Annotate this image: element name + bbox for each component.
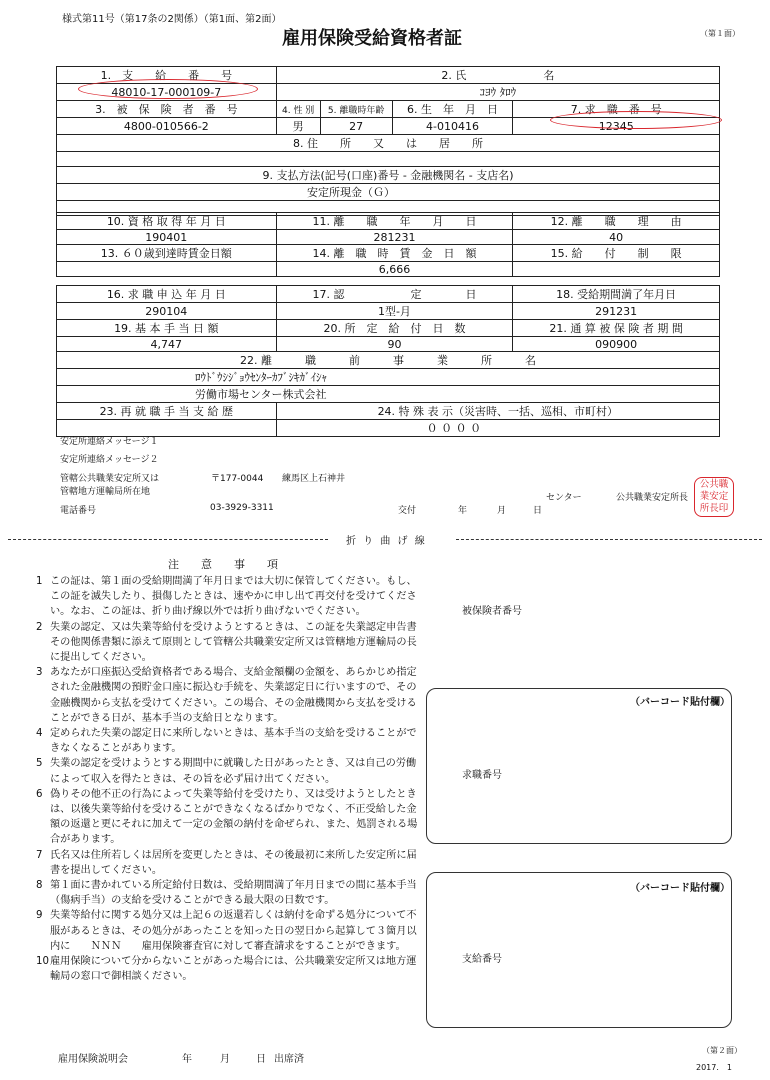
note-item: 9 失業等給付に関する処分又は上記６の返還若しくは納付を命ずる処分について不服があるときは、その処分があったことを知った日の翌日から起算して３箇月以内に ＮＮＮ 雇用保険審査官に対して審査請求をすることができます。 (36, 910, 417, 952)
note-item: 4 定められた失業の認定日に来所しないときは、基本手当の支給を受けることができなくなることがあります。 (36, 728, 417, 755)
seminar-label: 雇用保険説明会 (58, 1054, 128, 1065)
header-previous-employer: 22. 離 職 前 事 業 所 名 (57, 352, 720, 369)
notes-list (36, 574, 420, 984)
header-benefit-restriction: 15. 給 付 制 限 (513, 245, 720, 262)
header-special-display: 24. 特 殊 表 示（災害時、一括、巡相、市町村） (276, 403, 719, 420)
wage-at-60 (57, 262, 277, 277)
insured-period: 090900 (513, 337, 720, 352)
insured-number-label: 被保険者番号 (462, 606, 522, 617)
header-separation-date: 11. 離 職 年 月 日 (276, 213, 513, 230)
grid-benefits (56, 285, 720, 437)
document-title: 雇用保険受給資格者証 (282, 28, 462, 49)
header-acquisition-date: 10. 資 格 取 得 年 月 日 (57, 213, 277, 230)
benefit-days: 90 (276, 337, 513, 352)
header-application-date: 16. 求 職 申 込 年 月 日 (57, 286, 277, 303)
header-payment-method: 9. 支払方法(記号(口座)番号 - 金融機関名 - 支店名) (57, 167, 720, 184)
benefit-restriction (513, 262, 720, 277)
attended-label: 出席済 (274, 1054, 304, 1065)
special-display: ０ ０ ０ ０ (276, 420, 719, 437)
separation-reason: 40 (513, 230, 720, 245)
fold-line-label: 折 り 曲 げ 線 (346, 536, 427, 547)
phone-label: 電話番号 (60, 506, 97, 516)
office-message-1: 安定所連絡メッセージ１ (60, 437, 159, 447)
form-number: 様式第11号（第17条の2関係）（第1面、第2面） (62, 14, 282, 25)
daily-wage: 6,666 (276, 262, 513, 277)
header-expiry-date: 18. 受給期間満了年月日 (513, 286, 720, 303)
page-2-tag: （第２面） (702, 1046, 742, 1055)
header-name: 2. 氏 名 (276, 67, 719, 84)
previous-employer-kana: ﾛｳﾄﾞｳｼｼﾞｮｳｾﾝﾀｰｶﾌﾞｼｷｶﾞｲｼｬ (57, 369, 720, 386)
office-address-label-2: 管轄地方運輸局所在地 (60, 487, 151, 497)
note-item: 3 あなたが口座振込受給資格者である場合、支給金額欄の金額を、あらかじめ指定された金融機関の預貯金口座に振込む手続を、失業認定日に行いますので、その金融機関から支払を受けてください。この場合、その金融機関から支払を受けることができる日が、基本手当の支給日となります。 (36, 667, 417, 724)
payment-method: 安定所現金（Ｇ） (57, 184, 720, 201)
header-job-number: 7. 求 職 番 号 (513, 101, 720, 118)
note-item: 5 失業の認定を受けようとする期間中に就職した日があったとき、又は自己の労働によって収入を得たときは、その旨を必ず届け出てください。 (36, 758, 417, 785)
header-reemployment-history: 23. 再 就 職 手 当 支 給 歴 (57, 403, 277, 420)
office-address: 練馬区上石神井 (282, 474, 346, 484)
separation-date: 281231 (276, 230, 513, 245)
highlight-oval-job-number (550, 111, 722, 129)
name-kana: ｺﾖｳ ﾀﾛｳ (276, 84, 719, 101)
official-seal-stamp: 公共職 業安定 所長印 (694, 477, 734, 517)
header-address: 8. 住 所 又 は 居 所 (57, 135, 720, 152)
application-date: 290104 (57, 303, 277, 320)
previous-employer: 労働市場センター株式会社 (57, 386, 720, 403)
certification-day: 1型-月 (276, 303, 513, 320)
header-certification-day: 17. 認 定 日 (276, 286, 513, 303)
header-sex: 4. 性 別 (276, 101, 320, 118)
header-wage-at-60: 13. ６０歳到達時賃金日額 (57, 245, 277, 262)
age: 27 (320, 118, 392, 135)
acquisition-date: 190401 (57, 230, 277, 245)
office-postal-code: 〒177-0044 (211, 474, 264, 484)
header-benefit-days: 20. 所 定 給 付 日 数 (276, 320, 513, 337)
payment-number: 48010-17-000109-7 (57, 84, 277, 101)
fold-line-left (8, 539, 328, 540)
birthdate: 4-010416 (392, 118, 513, 135)
job-number: 12345 (513, 118, 720, 135)
header-payment-number: 1. 支 給 番 号 (57, 67, 277, 84)
issued-label: 交付 (398, 506, 417, 516)
note-item: 1 この証は、第１面の受給期間満了年月日までは大切に保管してください。もし、この証を滅失したり、損傷したときは、速やかに申し出て再交付を受けてください。なお、この証は、折り曲げ線以外では折り曲げないでください。 (36, 576, 417, 618)
page-tag: （第１面） (700, 29, 740, 38)
director-label: 公共職業安定所長 (616, 493, 689, 503)
note-item: 7 氏名又は住所若しくは居所を変更したときは、その後最初に来所した安定所に届書を提出してください。 (36, 849, 417, 876)
office-message-2: 安定所連絡メッセージ２ (60, 455, 159, 465)
header-basic-allowance: 19. 基 本 手 当 日 額 (57, 320, 277, 337)
issued-month-label: 月 (497, 506, 507, 516)
center-label: センター (546, 493, 582, 503)
grid-employment (56, 212, 720, 277)
basic-allowance: 4,747 (57, 337, 277, 352)
note-item: 6 偽りその他不正の行為によって失業等給付を受けたり、又は受けようとしたときは、以後失業等給付を受けることができなくなるばかりでなく、不正受給した金額の返還と更にそれに加えて一定の金額の納付を命ぜられ、また、処罰される場合があります。 (36, 788, 418, 846)
seminar-year-label: 年 (182, 1054, 192, 1065)
header-insured-number: 3. 被 保 険 者 番 号 (57, 101, 277, 118)
expiry-date: 291231 (513, 303, 720, 320)
seminar-day-label: 日 (256, 1054, 266, 1065)
issued-day-label: 日 (533, 506, 543, 516)
job-number-label: 求職番号 (462, 770, 502, 781)
payment-number-label: 支給番号 (462, 954, 502, 965)
header-age: 5. 離職時年齢 (320, 101, 392, 118)
header-daily-wage: 14. 離 職 時 賃 金 日 額 (276, 245, 513, 262)
office-address-label-1: 管轄公共職業安定所又は (60, 474, 160, 484)
sex: 男 (276, 118, 320, 135)
address-value (57, 152, 720, 167)
issued-year-label: 年 (458, 506, 468, 516)
note-item: 8 第１面に書かれている所定給付日数は、受給期間満了年月日までの間に基本手当（傷病手当）の支給を受けることができる最大限の日数です。 (36, 880, 417, 907)
phone-number: 03-3929-3311 (210, 503, 274, 513)
note-item: 10 雇用保険について分からないことがあった場合には、公共職業安定所又は地方運輸局の窓口で御相談ください。 (36, 956, 417, 983)
header-insured-period: 21. 通 算 被 保 険 者 期 間 (513, 320, 720, 337)
header-separation-reason: 12. 離 職 理 由 (513, 213, 720, 230)
fold-line-right (456, 539, 762, 540)
header-birthdate: 6. 生 年 月 日 (392, 101, 513, 118)
barcode-label-1: （バーコード貼付欄） (630, 697, 730, 708)
highlight-oval-payment-number (78, 79, 258, 99)
barcode-label-2: （バーコード貼付欄） (630, 883, 730, 894)
form-version: 2017. 1 (696, 1063, 732, 1072)
notes-title: 注 意 事 項 (168, 558, 278, 571)
note-item: 2 失業の認定、又は失業等給付を受けようとするときは、この証を失業認定申告書その他関係書類に添えて原則として管轄公共職業安定所又は管轄地方運輸局の長に提出してください。 (36, 621, 417, 664)
seminar-month-label: 月 (220, 1054, 230, 1065)
insured-number: 4800-010566-2 (57, 118, 277, 135)
